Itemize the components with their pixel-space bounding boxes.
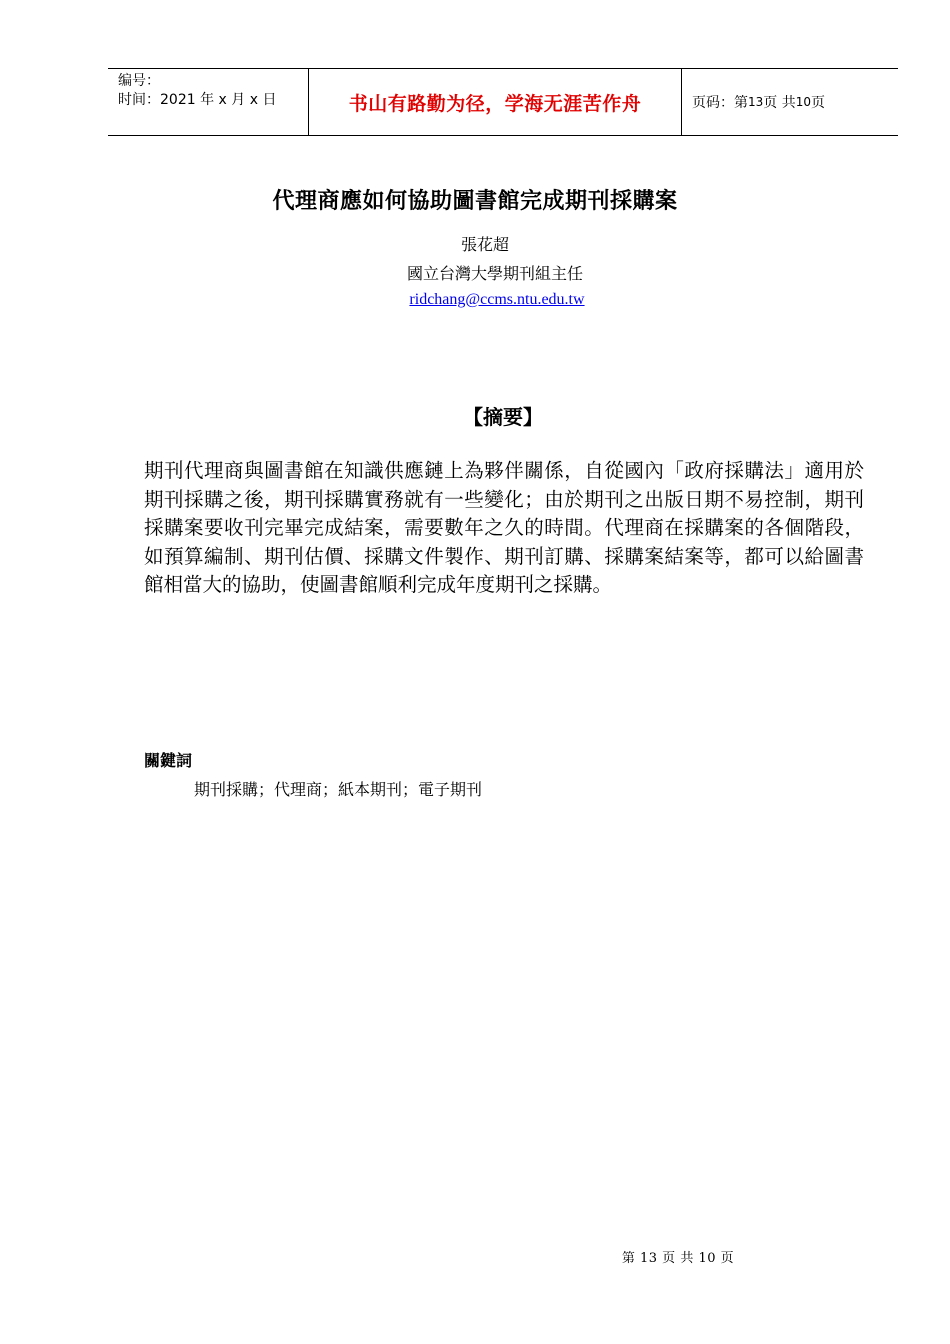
abstract-heading: 【摘要】 xyxy=(463,405,543,429)
header-meta xyxy=(108,69,309,135)
article-email-line xyxy=(0,291,950,309)
keywords-list: 期刊採購；代理商；紙本期刊；電子期刊 xyxy=(194,780,483,799)
page-suffix: 页 xyxy=(811,95,826,111)
page-current: 13 xyxy=(748,95,764,109)
page-prefix: 页码：第 xyxy=(692,95,748,111)
header-page-info xyxy=(682,69,898,135)
page-footer: 第 13 页 共 10 页 xyxy=(621,1251,735,1266)
document-date-label: 时间：2021 年 x 月 x 日 xyxy=(118,92,277,108)
article-affiliation: 國立台灣大學期刊組主任 xyxy=(406,264,583,283)
document-number-label: 编号： xyxy=(118,73,160,89)
author-email-link[interactable]: ridchang@ccms.ntu.edu.tw xyxy=(409,291,585,308)
abstract-body: 期刊代理商與圖書館在知識供應鏈上為夥伴關係，自從國內「政府採購法」適用於期刊採購之後，期刊採購實務就有一些變化；由於期刊之出版日期不易控制，期刊採購案要收刊完畢完成結案，需要數年之久的時間。代理商在採購案的各個階段，如預算編制、期刊估價、採購文件製作、期刊訂購、採購案結案等，都可以給圖書館相當大的協助，使圖書館順利完成年度期刊之採購。 xyxy=(144,459,864,597)
header-motto: 书山有路勤为径，学海无涯苦作舟 xyxy=(348,92,642,115)
page-mid: 页 共 xyxy=(763,95,796,111)
article-title: 代理商應如何協助圖書館完成期刊採購案 xyxy=(272,188,678,214)
header-motto-cell xyxy=(309,69,682,135)
page-header xyxy=(108,68,898,136)
article-author: 張花超 xyxy=(460,235,509,254)
keywords-heading: 關鍵詞 xyxy=(144,751,193,770)
page-total: 10 xyxy=(795,95,812,109)
